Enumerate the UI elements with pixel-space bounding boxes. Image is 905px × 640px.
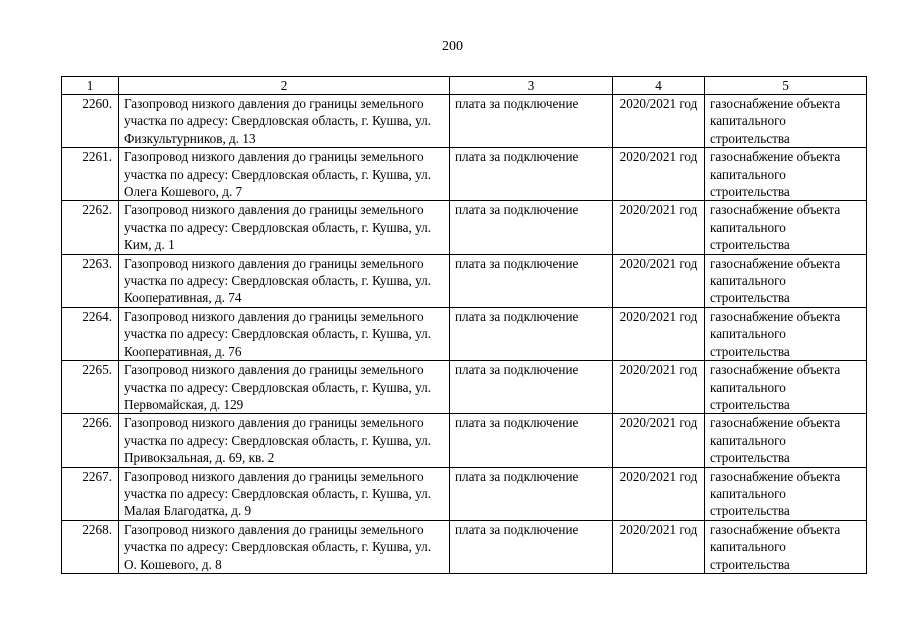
funding-source-cell: плата за подключение bbox=[450, 254, 613, 307]
header-row bbox=[62, 77, 867, 95]
funding-source-cell: плата за подключение bbox=[450, 201, 613, 254]
header-col-1: 1 bbox=[62, 77, 119, 95]
funding-source-cell: плата за подключение bbox=[450, 148, 613, 201]
row-number-cell: 2267. bbox=[62, 467, 119, 520]
table-body bbox=[62, 95, 867, 574]
funding-source-cell: плата за подключение bbox=[450, 307, 613, 360]
header-col-4: 4 bbox=[613, 77, 705, 95]
funding-source-cell: плата за подключение bbox=[450, 361, 613, 414]
funding-source-cell: плата за подключение bbox=[450, 414, 613, 467]
object-name-cell: Газопровод низкого давления до границы земельного участка по адресу: Свердловская область, г. Кушва, ул. Привокзальная, д. 69, кв. 2 bbox=[119, 414, 450, 467]
object-name-cell: Газопровод низкого давления до границы земельного участка по адресу: Свердловская область, г. Кушва, ул. Физкультурников, д. 13 bbox=[119, 95, 450, 148]
object-name-cell: Газопровод низкого давления до границы земельного участка по адресу: Свердловская область, г. Кушва, ул. Кооперативная, д. 74 bbox=[119, 254, 450, 307]
header-col-2: 2 bbox=[119, 77, 450, 95]
funding-source-cell: плата за подключение bbox=[450, 520, 613, 573]
period-cell: 2020/2021 год bbox=[613, 307, 705, 360]
purpose-cell: газоснабжение объекта капитального строительства bbox=[705, 361, 867, 414]
table-row bbox=[62, 520, 867, 573]
object-name-cell: Газопровод низкого давления до границы земельного участка по адресу: Свердловская область, г. Кушва, ул. Малая Благодатка, д. 9 bbox=[119, 467, 450, 520]
object-name-cell: Газопровод низкого давления до границы земельного участка по адресу: Свердловская область, г. Кушва, ул. Первомайская, д. 129 bbox=[119, 361, 450, 414]
purpose-cell: газоснабжение объекта капитального строительства bbox=[705, 201, 867, 254]
row-number-cell: 2263. bbox=[62, 254, 119, 307]
period-cell: 2020/2021 год bbox=[613, 520, 705, 573]
purpose-cell: газоснабжение объекта капитального строительства bbox=[705, 148, 867, 201]
purpose-cell: газоснабжение объекта капитального строительства bbox=[705, 254, 867, 307]
table-header bbox=[62, 77, 867, 95]
period-cell: 2020/2021 год bbox=[613, 201, 705, 254]
object-name-cell: Газопровод низкого давления до границы земельного участка по адресу: Свердловская область, г. Кушва, ул. Олега Кошевого, д. 7 bbox=[119, 148, 450, 201]
table-row bbox=[62, 254, 867, 307]
table-row bbox=[62, 148, 867, 201]
table-row bbox=[62, 361, 867, 414]
period-cell: 2020/2021 год bbox=[613, 254, 705, 307]
period-cell: 2020/2021 год bbox=[613, 361, 705, 414]
row-number-cell: 2265. bbox=[62, 361, 119, 414]
funding-source-cell: плата за подключение bbox=[450, 95, 613, 148]
table-row bbox=[62, 307, 867, 360]
row-number-cell: 2268. bbox=[62, 520, 119, 573]
table-row bbox=[62, 467, 867, 520]
table-row bbox=[62, 201, 867, 254]
object-name-cell: Газопровод низкого давления до границы земельного участка по адресу: Свердловская область, г. Кушва, ул. Ким, д. 1 bbox=[119, 201, 450, 254]
header-col-3: 3 bbox=[450, 77, 613, 95]
purpose-cell: газоснабжение объекта капитального строительства bbox=[705, 307, 867, 360]
purpose-cell: газоснабжение объекта капитального строительства bbox=[705, 95, 867, 148]
row-number-cell: 2266. bbox=[62, 414, 119, 467]
row-number-cell: 2264. bbox=[62, 307, 119, 360]
registry-table bbox=[61, 76, 867, 574]
row-number-cell: 2262. bbox=[62, 201, 119, 254]
purpose-cell: газоснабжение объекта капитального строительства bbox=[705, 520, 867, 573]
object-name-cell: Газопровод низкого давления до границы земельного участка по адресу: Свердловская область, г. Кушва, ул. Кооперативная, д. 76 bbox=[119, 307, 450, 360]
period-cell: 2020/2021 год bbox=[613, 95, 705, 148]
period-cell: 2020/2021 год bbox=[613, 414, 705, 467]
purpose-cell: газоснабжение объекта капитального строительства bbox=[705, 467, 867, 520]
row-number-cell: 2261. bbox=[62, 148, 119, 201]
table-row bbox=[62, 95, 867, 148]
purpose-cell: газоснабжение объекта капитального строительства bbox=[705, 414, 867, 467]
object-name-cell: Газопровод низкого давления до границы земельного участка по адресу: Свердловская область, г. Кушва, ул. О. Кошевого, д. 8 bbox=[119, 520, 450, 573]
page-number: 200 bbox=[442, 39, 463, 54]
period-cell: 2020/2021 год bbox=[613, 148, 705, 201]
period-cell: 2020/2021 год bbox=[613, 467, 705, 520]
row-number-cell: 2260. bbox=[62, 95, 119, 148]
table-row bbox=[62, 414, 867, 467]
header-col-5: 5 bbox=[705, 77, 867, 95]
funding-source-cell: плата за подключение bbox=[450, 467, 613, 520]
